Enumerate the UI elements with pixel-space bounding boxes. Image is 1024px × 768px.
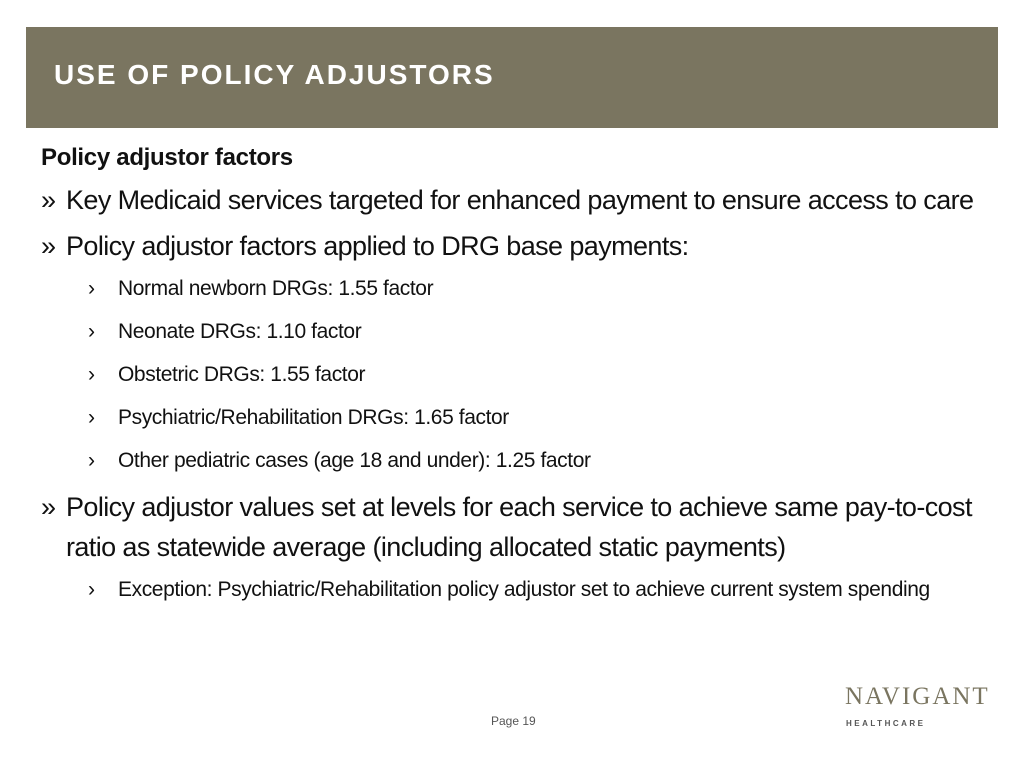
sub-bullet-text: Exception: Psychiatric/Rehabilitation policy adjustor set to achieve current system spending <box>118 578 930 601</box>
navigant-logo <box>845 683 990 733</box>
bullet-text: Key Medicaid services targeted for enhanced payment to ensure access to care <box>66 185 974 215</box>
bullet-marker: » <box>41 492 56 522</box>
sub-bullet-item <box>41 272 991 306</box>
sub-bullet-marker: › <box>88 449 95 472</box>
sub-bullet-item <box>41 315 991 349</box>
sub-bullet-item <box>41 401 991 435</box>
bullet-text: Policy adjustor values set at levels for each service to achieve same pay-to-cost ratio as statewide average (including allocated static payments) <box>66 492 972 562</box>
sub-bullet-marker: › <box>88 406 95 429</box>
slide-title: USE OF POLICY ADJUSTORS <box>54 59 495 90</box>
sub-bullet-marker: › <box>88 277 95 300</box>
title-bar <box>26 27 998 128</box>
bullet-item <box>41 487 991 567</box>
sub-bullet-marker: › <box>88 578 95 601</box>
page-number: Page 19 <box>491 714 536 728</box>
section-heading: Policy adjustor factors <box>41 144 293 171</box>
sub-bullet-marker: › <box>88 363 95 386</box>
sub-bullet-text: Neonate DRGs: 1.10 factor <box>118 320 362 343</box>
bullet-item <box>41 226 991 266</box>
bullet-marker: » <box>41 185 56 215</box>
bullet-item <box>41 180 991 220</box>
sub-bullet-text: Psychiatric/Rehabilitation DRGs: 1.65 factor <box>118 406 509 429</box>
slide-content <box>41 142 991 616</box>
sub-bullet-item <box>41 444 991 478</box>
sub-bullet-item <box>41 573 991 607</box>
sub-bullet-marker: › <box>88 320 95 343</box>
bullet-text: Policy adjustor factors applied to DRG base payments: <box>66 231 689 261</box>
logo-wordmark: NAVIGANT <box>845 683 990 710</box>
logo-subtitle: HEALTHCARE <box>846 719 926 728</box>
sub-bullet-text: Normal newborn DRGs: 1.55 factor <box>118 277 434 300</box>
sub-bullet-item <box>41 358 991 392</box>
sub-bullet-text: Other pediatric cases (age 18 and under): 1.25 factor <box>118 449 591 472</box>
bullet-marker: » <box>41 231 56 261</box>
sub-bullet-text: Obstetric DRGs: 1.55 factor <box>118 363 366 386</box>
